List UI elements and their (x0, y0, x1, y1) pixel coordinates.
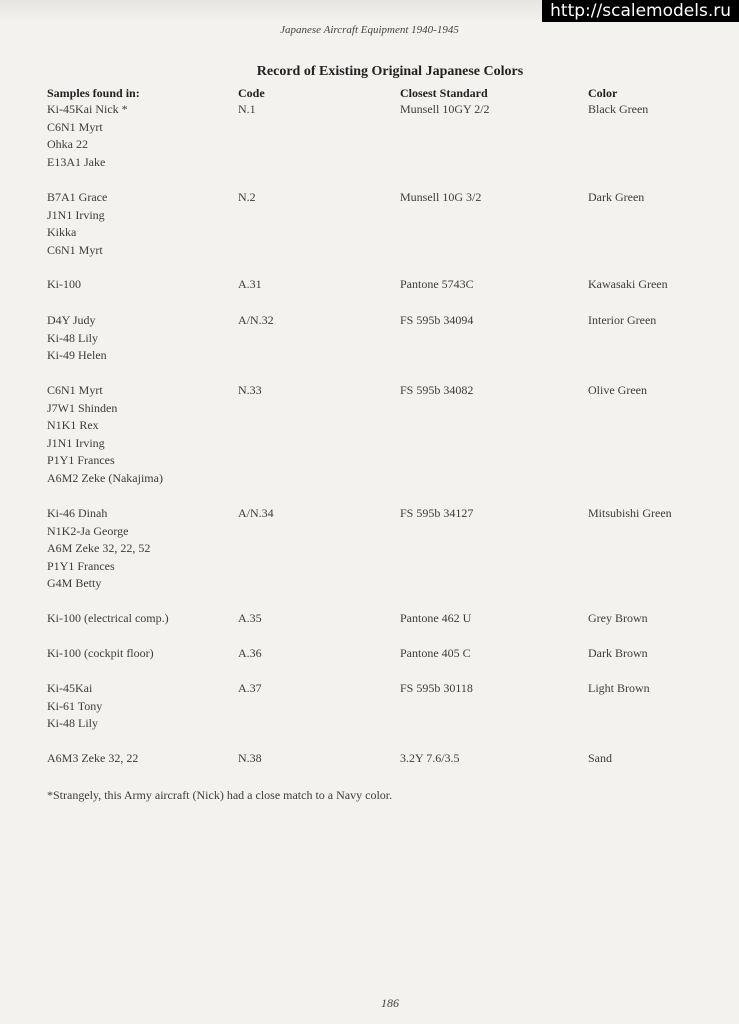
sample-aircraft: C6N1 Myrt (47, 242, 103, 257)
sample-aircraft: Ohka 22 (47, 137, 88, 151)
sample-aircraft: Ki-45Kai (47, 681, 93, 695)
sample-aircraft: J1N1 Irving (47, 435, 105, 450)
standard-cell: FS 595b 30118 (400, 681, 473, 695)
samples-cell (47, 680, 102, 733)
watermark: http://scalemodels.ru (542, 0, 739, 22)
sample-aircraft: A6M3 Zeke 32, 22 (47, 751, 139, 765)
sample-aircraft: D4Y Judy (47, 313, 96, 327)
standard-cell: Pantone 5743C (400, 277, 474, 291)
samples-cell (47, 276, 81, 294)
code-cell: N.33 (238, 383, 262, 397)
header-code: Code (238, 86, 265, 100)
code-cell: A.35 (238, 611, 262, 625)
sample-aircraft: A6M Zeke 32, 22, 52 (47, 541, 151, 555)
footnote: *Strangely, this Army aircraft (Nick) had a close match to a Navy color. (47, 788, 393, 802)
sample-aircraft: N1K1 Rex (47, 418, 99, 432)
color-cell: Light Brown (588, 681, 650, 695)
standard-cell: FS 595b 34127 (400, 506, 474, 520)
sample-aircraft: Ki-100 (electrical comp.) (47, 611, 169, 625)
table-title: Record of Existing Original Japanese Colors (256, 64, 524, 79)
standard-cell: Munsell 10G 3/2 (400, 190, 482, 204)
standard-cell: Munsell 10GY 2/2 (400, 102, 490, 116)
color-cell: Grey Brown (588, 611, 648, 625)
color-cell: Dark Brown (588, 646, 648, 660)
samples-cell (47, 750, 138, 768)
header-standard: Closest Standard (400, 86, 488, 100)
code-cell: A/N.32 (238, 313, 274, 327)
sample-aircraft: J7W1 Shinden (47, 400, 118, 415)
header-color: Color (588, 86, 618, 100)
sample-aircraft: N1K2-Ja George (47, 523, 129, 538)
code-cell: A.37 (238, 681, 262, 695)
code-cell: A.31 (238, 277, 262, 291)
sample-aircraft: G4M Betty (47, 576, 102, 590)
running-head: Japanese Aircraft Equipment 1940-1945 (280, 24, 459, 36)
sample-aircraft: Ki-100 (cockpit floor) (47, 646, 154, 660)
color-cell: Olive Green (588, 383, 647, 397)
color-cell: Dark Green (588, 190, 645, 204)
code-cell: N.2 (238, 190, 256, 204)
sample-aircraft: A6M2 Zeke (Nakajima) (47, 470, 163, 485)
standard-cell: FS 595b 34094 (400, 313, 474, 327)
sample-aircraft: P1Y1 Frances (47, 558, 115, 573)
samples-cell (47, 645, 154, 663)
sample-aircraft: E13A1 Jake (47, 154, 106, 169)
standard-cell: 3.2Y 7.6/3.5 (400, 751, 460, 765)
sample-aircraft: J1N1 Irving (47, 207, 105, 222)
sample-aircraft: Ki-46 Dinah (47, 506, 108, 520)
samples-cell (47, 189, 107, 259)
samples-cell (47, 101, 128, 171)
sample-aircraft: Ki-49 Helen (47, 348, 107, 362)
sample-aircraft: Ki-45Kai Nick * (47, 102, 128, 116)
sample-aircraft: C6N1 Myrt (47, 383, 103, 397)
sample-aircraft: C6N1 Myrt (47, 119, 103, 134)
sample-aircraft: B7A1 Grace (47, 190, 108, 204)
standard-cell: Pantone 405 C (400, 646, 471, 660)
sample-aircraft: Ki-61 Tony (47, 698, 103, 713)
code-cell: A.36 (238, 646, 262, 660)
sample-aircraft: Ki-48 Lily (47, 330, 98, 345)
standard-cell: FS 595b 34082 (400, 383, 474, 397)
code-cell: N.38 (238, 751, 262, 765)
page-number: 186 (381, 996, 399, 1010)
sample-aircraft: Kikka (47, 225, 77, 239)
sample-aircraft: Ki-100 (47, 277, 81, 291)
color-cell: Mitsubishi Green (588, 506, 672, 520)
standard-cell: Pantone 462 U (400, 611, 472, 625)
sample-aircraft: P1Y1 Frances (47, 453, 115, 467)
samples-cell (47, 382, 163, 487)
samples-cell (47, 505, 150, 593)
sample-aircraft: Ki-48 Lily (47, 716, 98, 730)
color-cell: Sand (588, 751, 612, 765)
code-cell: N.1 (238, 102, 256, 116)
header-samples: Samples found in: (47, 86, 140, 100)
color-cell: Kawasaki Green (588, 277, 668, 291)
color-cell: Interior Green (588, 313, 657, 327)
color-cell: Black Green (588, 102, 649, 116)
samples-cell (47, 312, 107, 365)
code-cell: A/N.34 (238, 506, 274, 520)
samples-cell (47, 610, 169, 628)
